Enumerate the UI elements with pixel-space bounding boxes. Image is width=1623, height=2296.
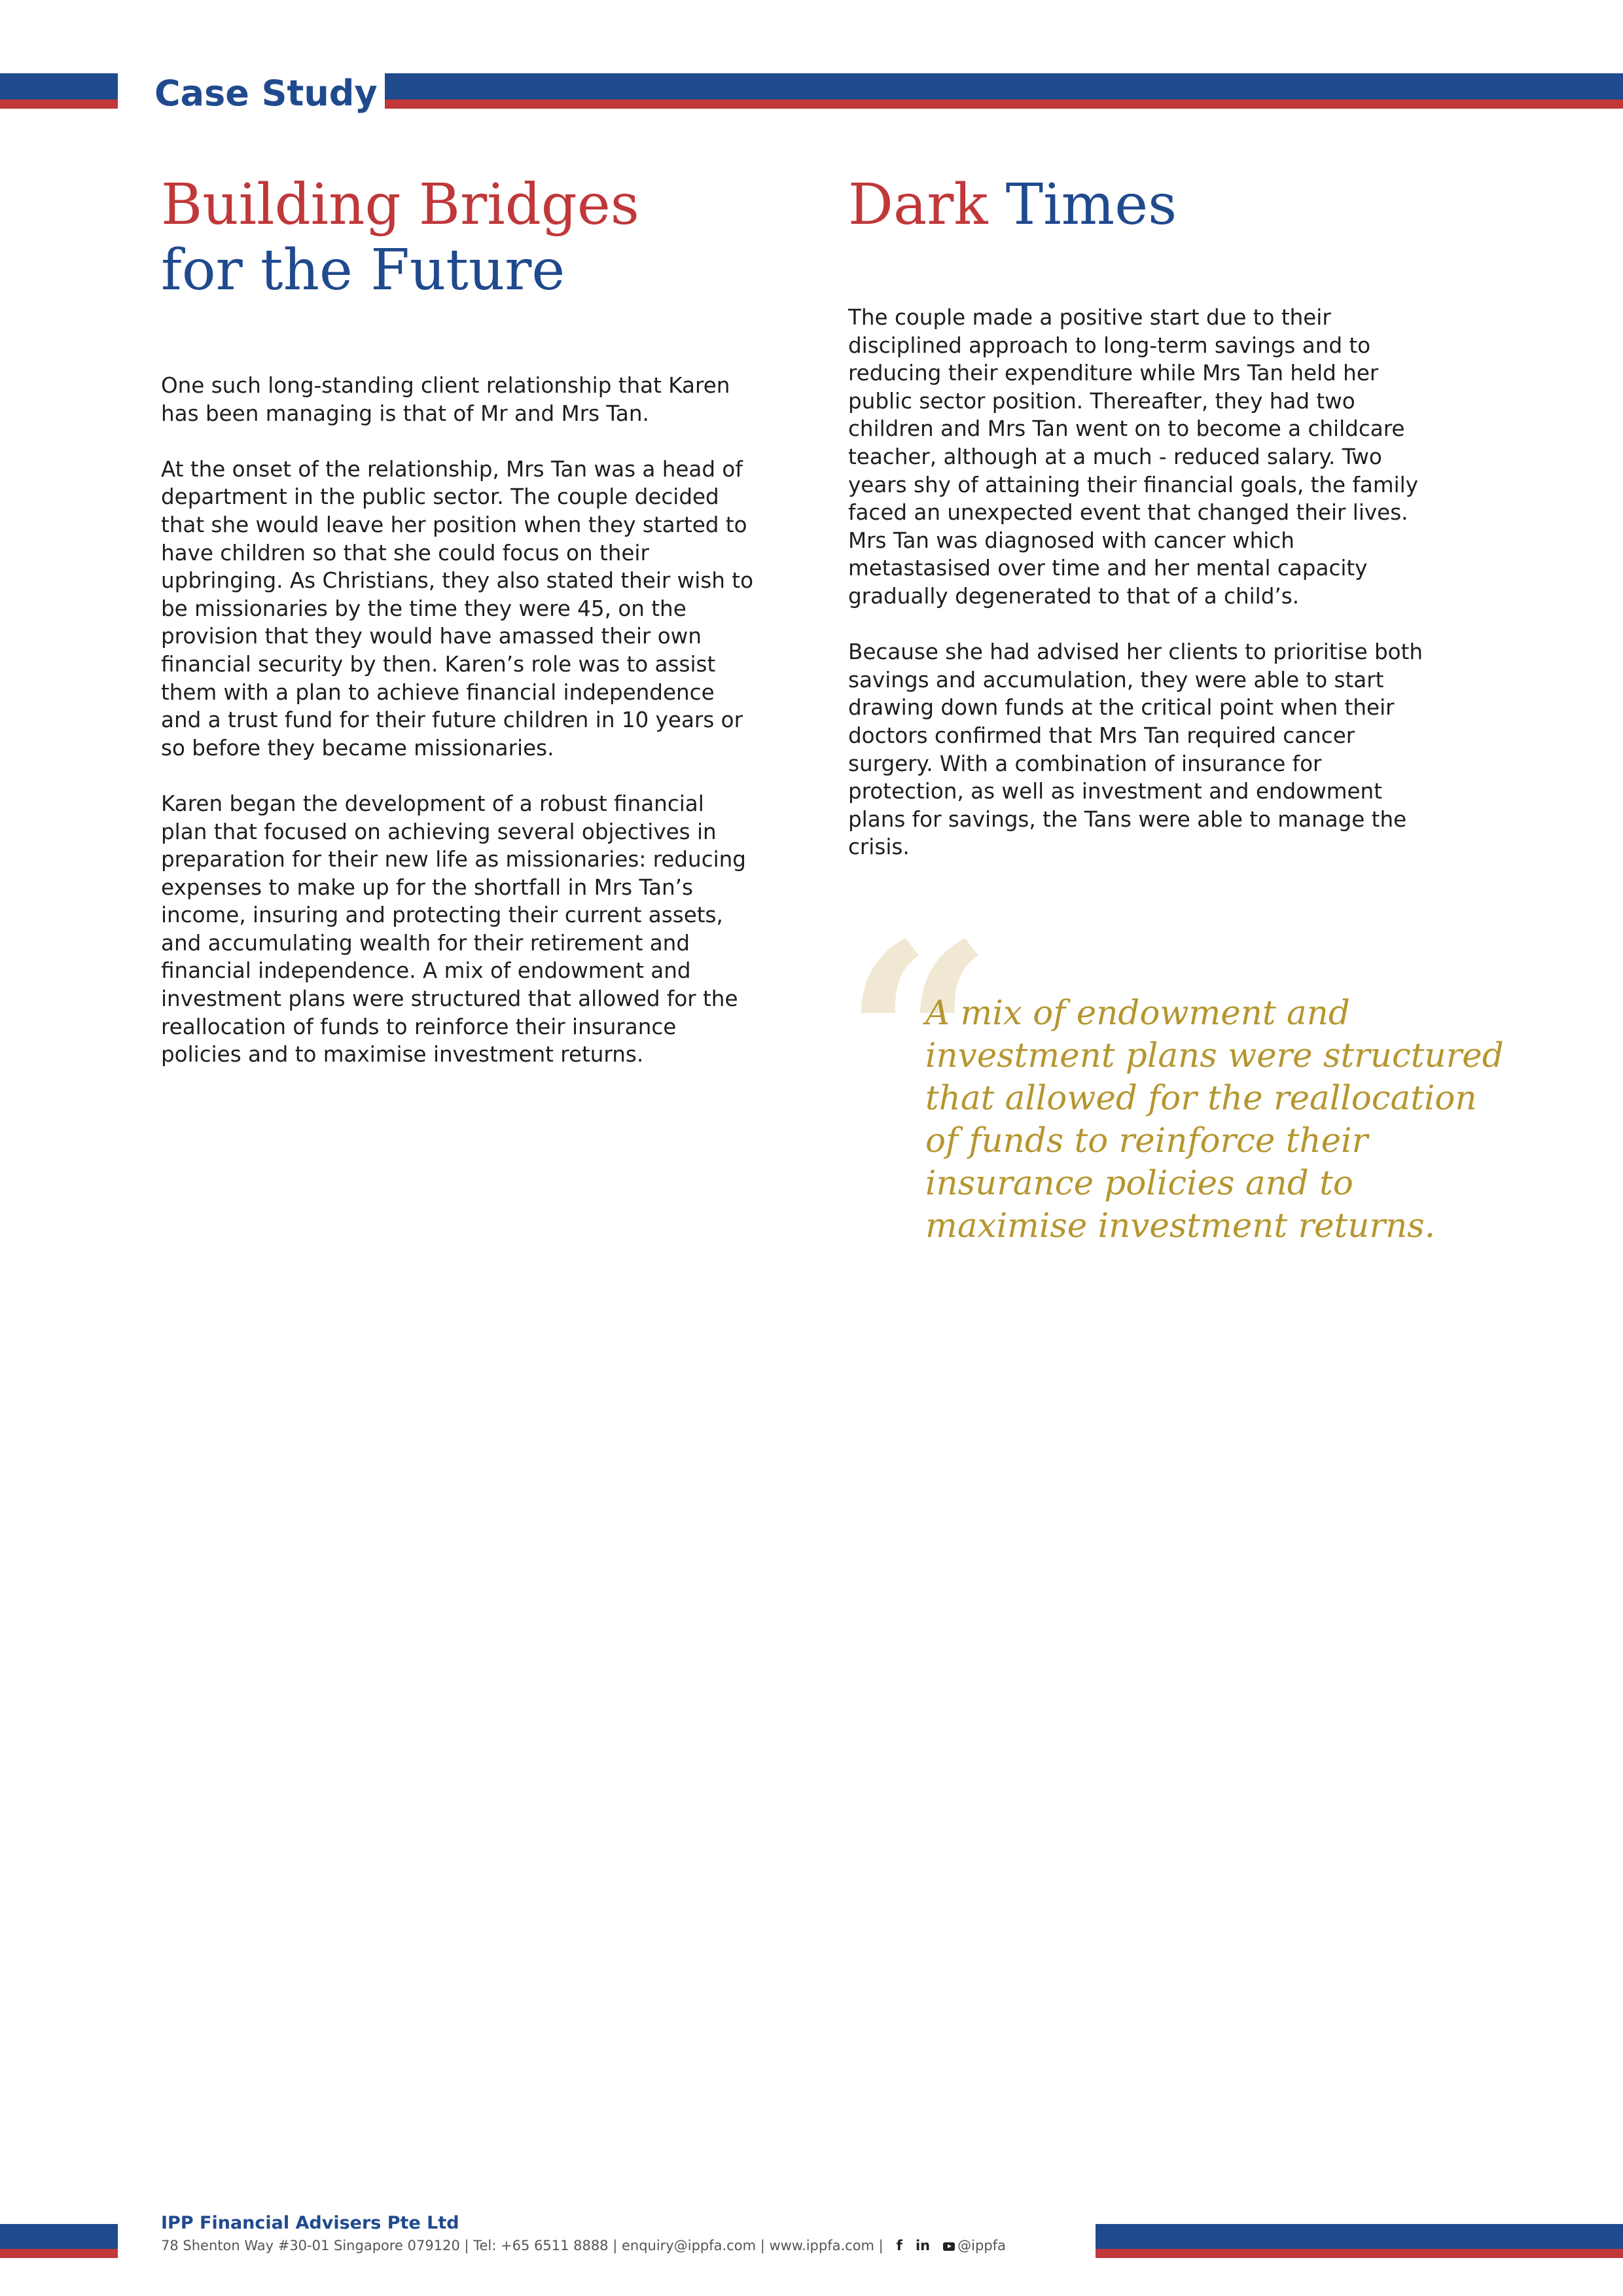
footer-contact: 78 Shenton Way #30-01 Singapore 079120 | Tel: +65 6511 8888 | enquiry@ippfa.com | www.ippfa.com | [161, 2238, 883, 2253]
linkedin-icon[interactable]: in [915, 2238, 931, 2253]
left-body [161, 372, 789, 1096]
social-handle[interactable]: @ippfa [957, 2238, 1006, 2253]
left-heading-line2: for the Future [161, 238, 565, 303]
section-label: Case Study [154, 73, 378, 114]
header-bar-right-red [385, 99, 1623, 109]
footer-bar-right-red [1096, 2249, 1623, 2258]
right-heading [848, 171, 1177, 238]
header-bar-left-blue [0, 73, 118, 99]
right-heading-word2: Times [1005, 172, 1177, 238]
right-heading-word1: Dark [848, 172, 988, 238]
footer-bar-right-blue [1096, 2224, 1623, 2249]
right-body [848, 304, 1476, 889]
facebook-icon[interactable]: f [896, 2238, 902, 2253]
left-paragraph-1: One such long-standing client relationship that Karen has been managing is that of Mr and Mrs Tan. [161, 373, 730, 426]
footer-contact-line [161, 2236, 1006, 2255]
youtube-icon[interactable] [943, 2242, 955, 2251]
left-heading-line1: Building Bridges [161, 172, 639, 238]
right-paragraph-1: The couple made a positive start due to their disciplined approach to long-term savings and to reducing their expenditure while Mrs Tan held her public sector position. Thereafter, they had two children and Mrs Tan went on to become a childcare teacher, although at a much - reduced salary. Two years shy of attaining their financial goals, the family faced an unexpected event that changed their lives. Mrs Tan was diagnosed with cancer which metastasised over time and her mental capacity gradually degenerated to that of a child’s. [848, 305, 1418, 609]
pull-quote: A mix of endowment and investment plans were structured that allowed for the reallocation of funds to reinforce their insurance policies and to maximise investment returns. [925, 994, 1504, 1246]
footer-bar-left-red [0, 2249, 118, 2258]
header-bar-left-red [0, 99, 118, 109]
footer-bar-left-blue [0, 2224, 118, 2249]
footer-company-name: IPP Financial Advisers Pte Ltd [161, 2213, 459, 2233]
right-paragraph-2: Because she had advised her clients to prioritise both savings and accumulation, they were able to start drawing down funds at the critical point when their doctors confirmed that Mrs Tan required cancer surgery. With a combination of insurance for protection, as well as investment and endowment plans for savings, the Tans were able to manage the crisis. [848, 639, 1423, 860]
header-bar-right-blue [385, 73, 1623, 99]
quote-mark-icon: “ [843, 887, 994, 1194]
left-paragraph-3: Karen began the development of a robust financial plan that focused on achieving several objectives in preparation for their new life as missionaries: reducing expenses to make up for the shortfall in Mrs Tan’s income, insuring and protecting their current assets, and accumulating wealth for their retirement and financial independence. A mix of endowment and investment plans were structured that allowed for the reallocation of funds to reinforce their insurance policies and to maximise investment returns. [161, 791, 746, 1067]
left-paragraph-2: At the onset of the relationship, Mrs Tan was a head of department in the public sector. The couple decided that she would leave her position when they started to have children so that she could focus on their upbringing. As Christians, they also stated their wish to be missionaries by the time they were 45, on the provision that they would have amassed their own financial security by then. Karen’s role was to assist them with a plan to achieve financial independence and a trust fund for their future children in 10 years or so before they became missionaries. [161, 456, 753, 761]
